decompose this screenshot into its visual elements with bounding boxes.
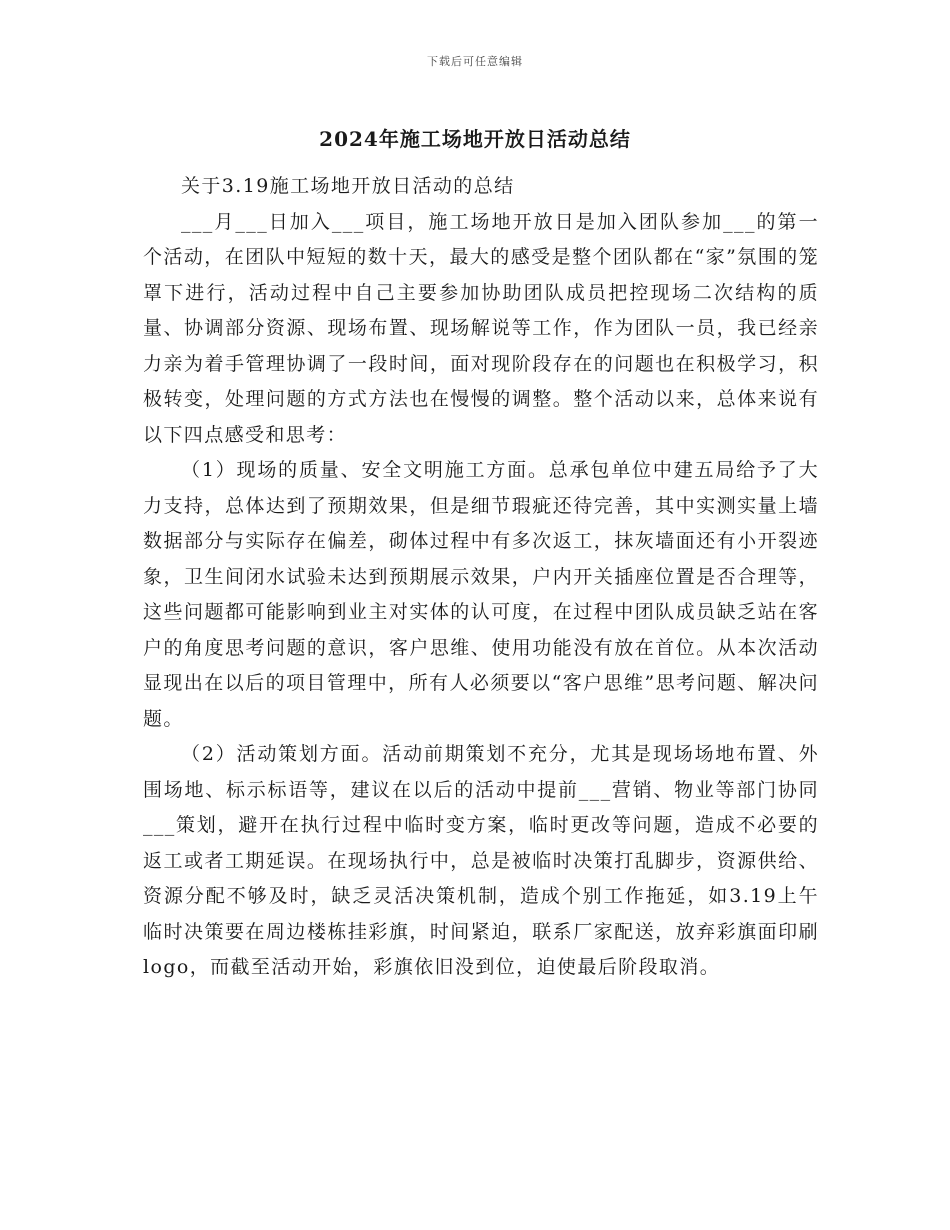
paragraph-point-1: （1）现场的质量、安全文明施工方面。总承包单位中建五局给予了大力支持，总体达到了预期效果，但是细节瑕疵还待完善，其中实测实量上墙数据部分与实际存在偏差，砌体过程中有多次返工，抹灰墙面还有小开裂迹象，卫生间闭水试验未达到预期展示效果，户内开关插座位置是否合理等，这些问题都可能影响到业主对实体的认可度，在过程中团队成员缺乏站在客户的角度思考问题的意识，客户思维、使用功能没有放在首位。从本次活动显现出在以后的项目管理中，所有人必须要以“客户思维”思考问题、解决问题。	[143, 459, 819, 730]
document-body	[143, 169, 819, 986]
document-title: 2024年施工场地开放日活动总结	[319, 127, 631, 151]
paragraph-intro: ___月___日加入___项目，施工场地开放日是加入团队参加___的第一个活动，在团队中短短的数十天，最大的感受是整个团队都在“家”氛围的笼罩下进行，活动过程中自己主要参加协助团队成员把控现场二次结构的质量、协调部分资源、现场布置、现场解说等工作，作为团队一员，我已经亲力亲为着手管理协调了一段时间，面对现阶段存在的问题也在积极学习，积极转变，处理问题的方式方法也在慢慢的调整。整个活动以来，总体来说有以下四点感受和思考：	[143, 210, 819, 446]
paragraph-point-2: （2）活动策划方面。活动前期策划不充分，尤其是现场场地布置、外围场地、标示标语等，建议在以后的活动中提前___营销、物业等部门协同___策划，避开在执行过程中临时变方案，临时更改等问题，造成不必要的返工或者工期延误。在现场执行中，总是被临时决策打乱脚步，资源供给、资源分配不够及时，缺乏灵活决策机制，造成个别工作拖延，如3.19上午临时决策要在周边楼栋挂彩旗，时间紧迫，联系厂家配送，放弃彩旗面印刷logo，而截至活动开始，彩旗依旧没到位，迫使最后阶段取消。	[143, 743, 819, 978]
header-note: 下载后可任意编辑	[427, 55, 523, 68]
paragraph-subtitle: 关于3.19施工场地开放日活动的总结	[181, 175, 515, 197]
